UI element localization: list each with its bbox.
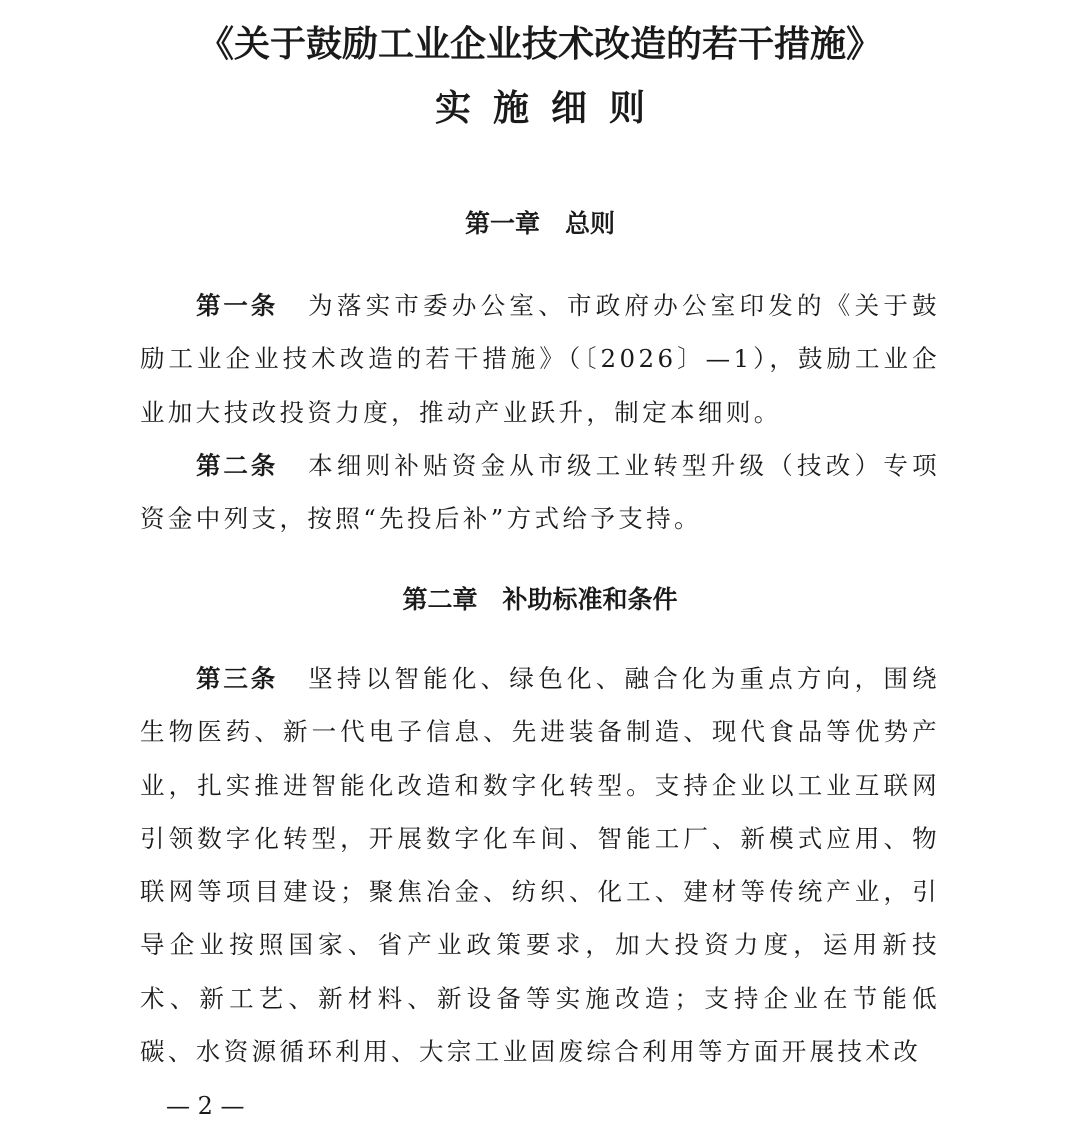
- article-paragraph: [140, 439, 940, 546]
- document-subtitle: 实施细则: [434, 87, 667, 129]
- chapter-heading: 第二章 补助标准和条件: [402, 585, 678, 614]
- article-label: 第三条: [196, 664, 279, 693]
- article-text: 为落实市委办公室、市政府办公室印发的《关于鼓励工业企业技术改造的若干措施》（〔2026〕—1），鼓励工业企业加大技改投资力度，推动产业跃升，制定本细则。: [140, 291, 940, 427]
- page-number: — 2 —: [166, 1092, 245, 1120]
- article-label: 第二条: [196, 451, 279, 480]
- article-label: 第一条: [196, 291, 279, 320]
- article-text: 本细则补贴资金从市级工业转型升级（技改）专项资金中列支，按照“先投后补”方式给予支持。: [140, 451, 940, 534]
- chapter-heading: 第一章 总则: [464, 209, 615, 238]
- article-text: 坚持以智能化、绿色化、融合化为重点方向，围绕生物医药、新一代电子信息、先进装备制造、现代食品等优势产业，扎实推进智能化改造和数字化转型。支持企业以工业互联网引领数字化转型，开展数字化车间、智能工厂、新模式应用、物联网等项目建设；聚焦冶金、纺织、化工、建材等传统产业，引导企业按照国家、省产业政策要求，加大投资力度，运用新技术、新工艺、新材料、新设备等实施改造；支持企业在节能低碳、水资源循环利用、大宗工业固废综合利用等方面开展技术改: [140, 664, 940, 1067]
- article-paragraph: [140, 279, 940, 439]
- document-title: 《关于鼓励工业企业技术改造的若干措施》: [197, 23, 882, 65]
- article-paragraph: [140, 652, 940, 1078]
